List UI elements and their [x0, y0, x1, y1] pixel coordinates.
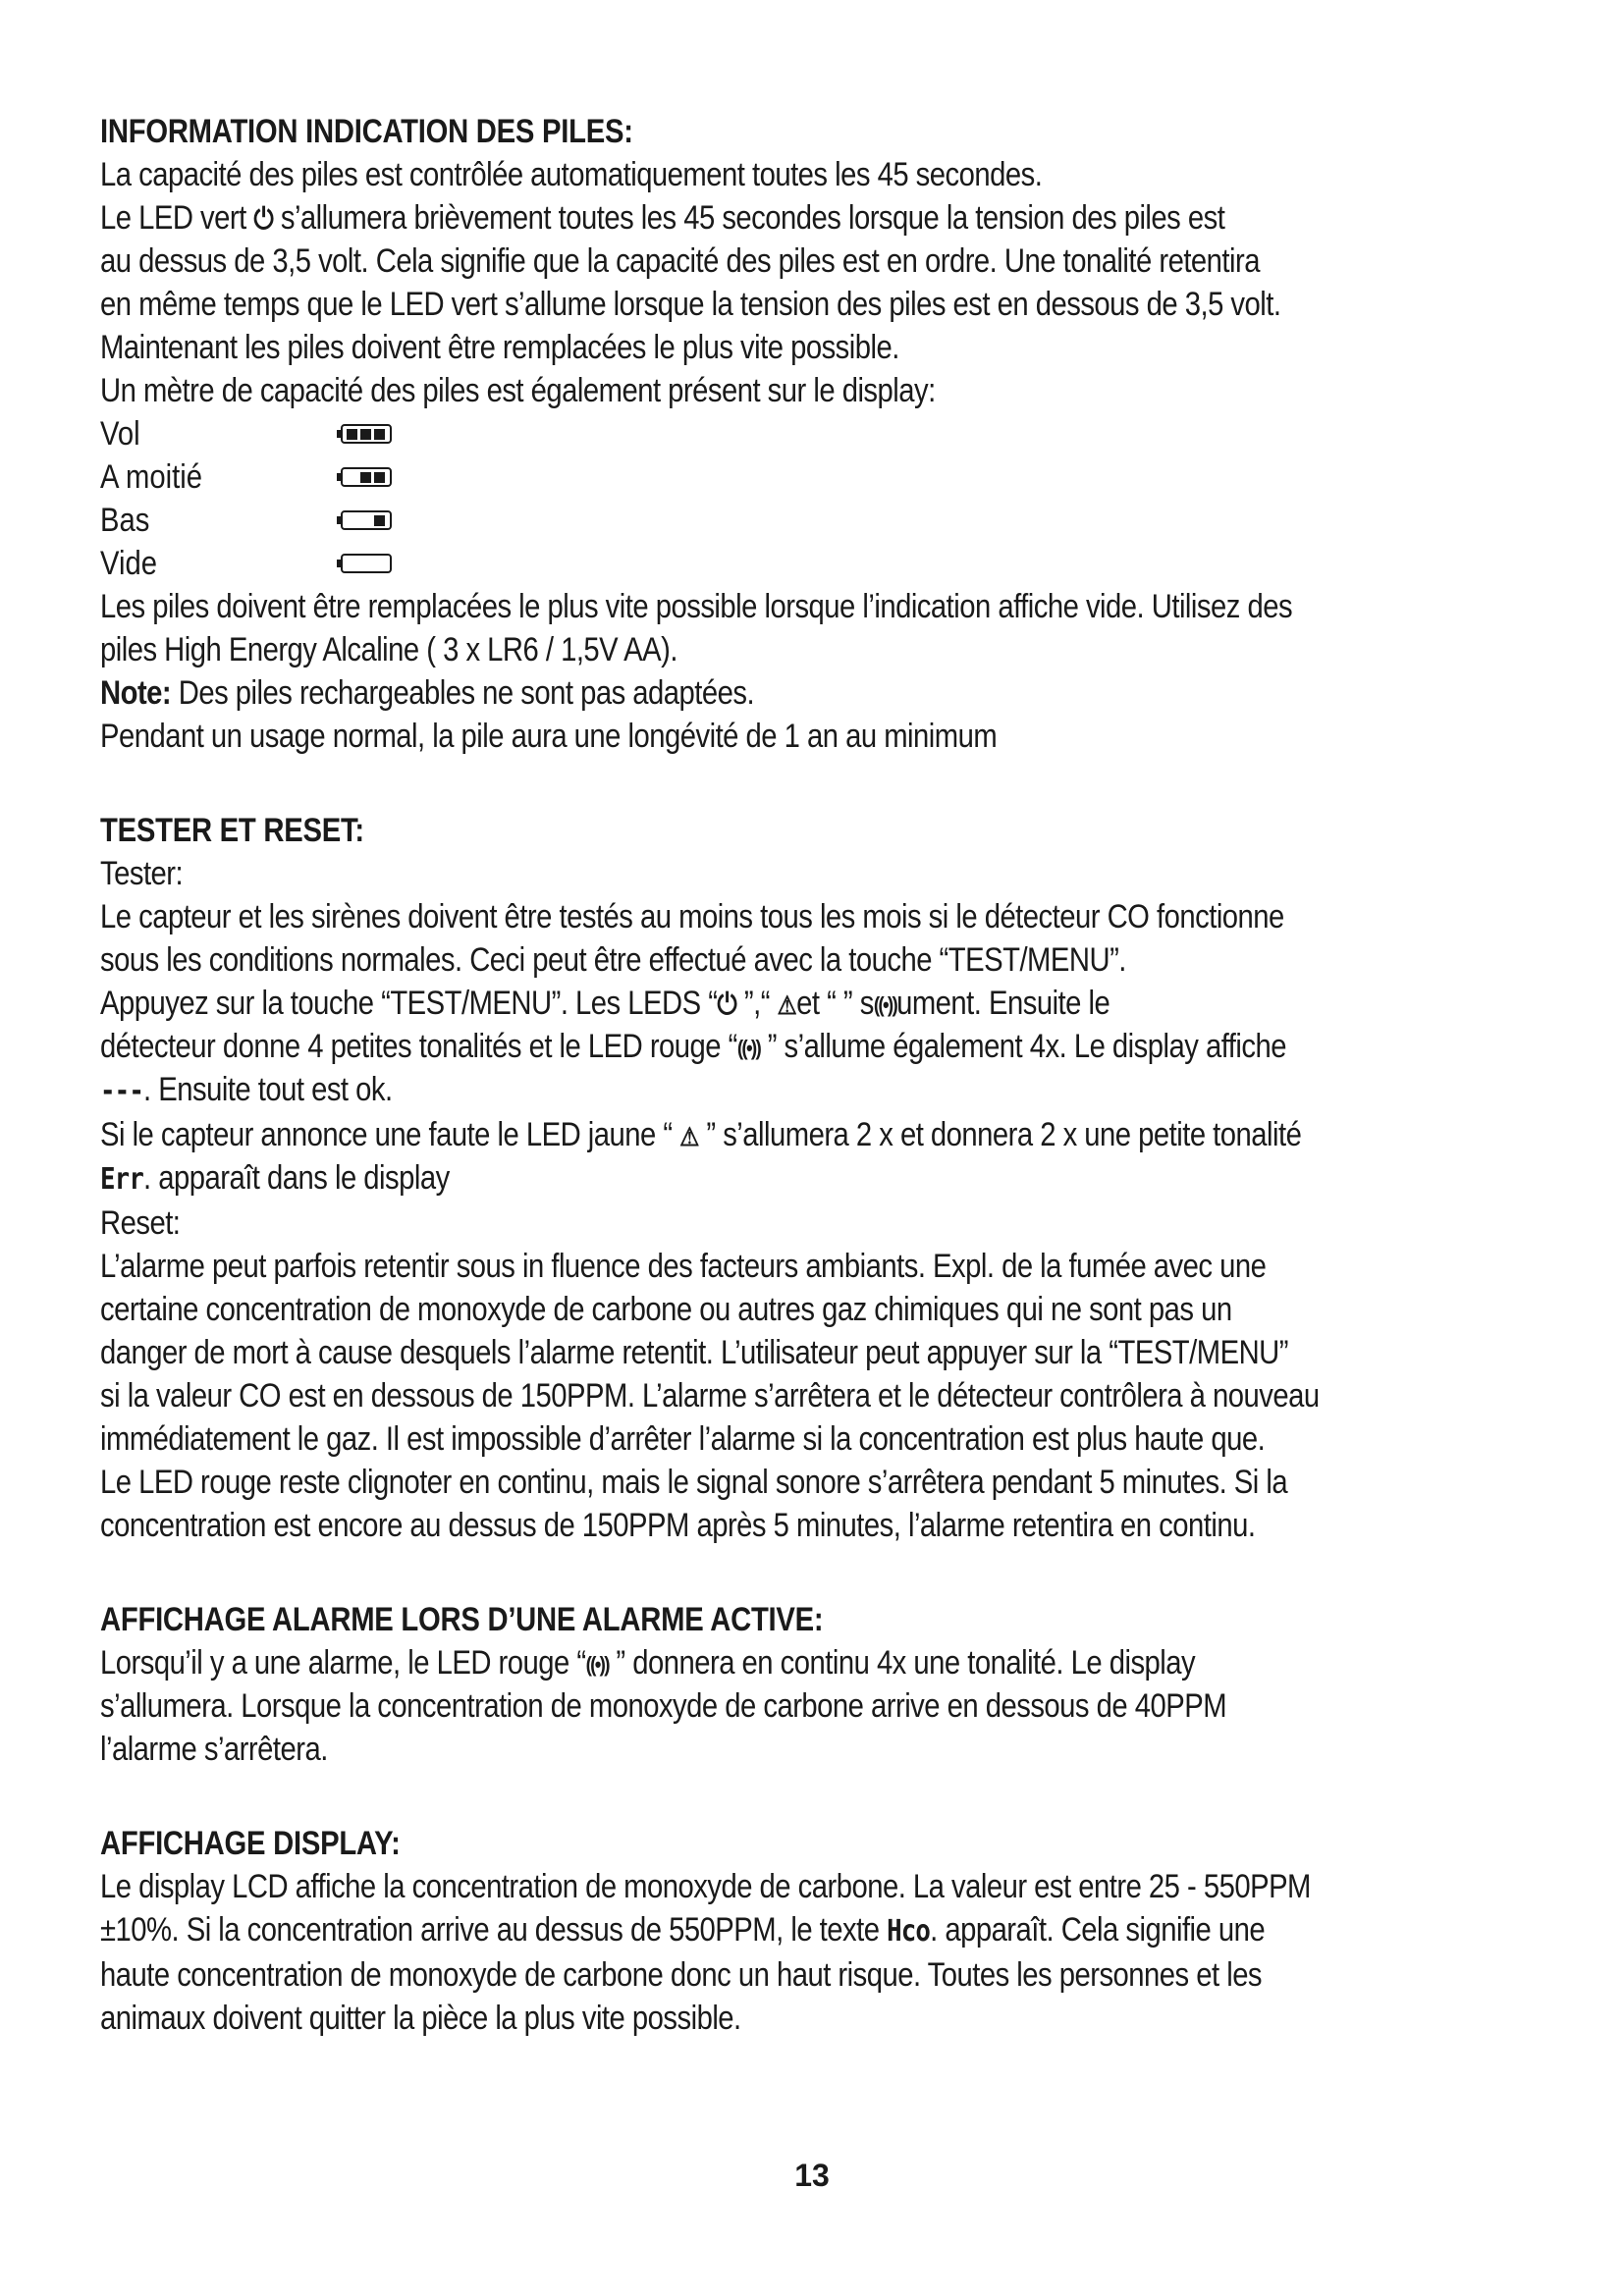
test-text-3: Appuyez sur la touche “TEST/MENU”. Les LEDS “⏻ ”,“ ⚠et “ ” s((•))ument. Ensuite le	[100, 985, 1110, 1022]
battery-level-row	[100, 455, 1534, 499]
test-section	[100, 809, 1534, 1547]
display-section	[100, 1822, 1534, 2040]
reset-text-4: si la valeur CO est en dessous de 150PPM. L’alarme s’arrêtera et le détecteur contrôlera à nouveau	[100, 1377, 1320, 1415]
battery-level-row	[100, 542, 1534, 585]
reset-text-1: L’alarme peut parfois retentir sous in fluence des facteurs ambiants. Expl. de la fumée avec une	[100, 1248, 1267, 1285]
alarm-led-icon: ((•))	[873, 992, 897, 1018]
battery-cell	[360, 559, 371, 569]
battery-text-3: au dessus de 3,5 volt. Cela signifie que la capacité des piles est en ordre. Une tonalité retentira	[100, 242, 1260, 280]
battery-icon	[341, 467, 392, 487]
battery-icon	[341, 554, 392, 573]
warning-icon: ⚠	[679, 1122, 699, 1152]
battery-cell	[360, 515, 371, 526]
battery-cell	[374, 429, 385, 440]
battery-cell	[360, 429, 371, 440]
display-heading: AFFICHAGE DISPLAY:	[100, 1825, 401, 1862]
lcd-dashes: ---	[100, 1074, 144, 1108]
display-text-4: animaux doivent quitter la pièce la plus vite possible.	[100, 2000, 741, 2037]
reset-text-2: certaine concentration de monoxyde de carbone ou autres gaz chimiques qui ne sont pas un	[100, 1291, 1232, 1328]
alarm-text-1: Lorsqu’il y a une alarme, le LED rouge “((•)) ” donnera en continu 4x une tonalité. Le display	[100, 1644, 1196, 1682]
test-text-7: Err. apparaît dans le display	[100, 1159, 450, 1197]
page-content	[100, 110, 1534, 2040]
battery-heading: INFORMATION INDICATION DES PILES:	[100, 113, 633, 150]
battery-cell	[347, 429, 357, 440]
reset-text-3: danger de mort à cause desquels l’alarme retentit. L’utilisateur peut appuyer sur la “TEST/MENU”	[100, 1334, 1289, 1371]
battery-level-label: Vide	[100, 545, 157, 582]
battery-icon	[341, 424, 392, 444]
battery-text-5: Maintenant les piles doivent être remplacées le plus vite possible.	[100, 329, 899, 366]
battery-icon	[341, 510, 392, 530]
battery-cell	[374, 559, 385, 569]
alarm-text-2: s’allumera. Lorsque la concentration de monoxyde de carbone arrive en dessous de 40PPM	[100, 1687, 1227, 1725]
alarm-section	[100, 1598, 1534, 1771]
battery-level-label: Vol	[100, 415, 140, 453]
lcd-err: Err	[100, 1162, 144, 1197]
battery-level-label: Bas	[100, 502, 150, 539]
battery-cell	[347, 515, 357, 526]
alarm-led-icon: ((•))	[736, 1036, 761, 1061]
battery-text-1: La capacité des piles est contrôlée automatiquement toutes les 45 secondes.	[100, 156, 1043, 193]
reset-text-5: immédiatement le gaz. Il est impossible d’arrêter l’alarme si la concentration est plus haute que.	[100, 1420, 1266, 1458]
power-icon: ⏻	[253, 203, 274, 237]
battery-cell	[374, 515, 385, 526]
page-number: 13	[794, 2158, 830, 2193]
battery-text-8: piles High Energy Alcaline ( 3 x LR6 / 1,5V AA).	[100, 631, 677, 668]
battery-cell	[347, 559, 357, 569]
reset-text-7: concentration est encore au dessus de 150PPM après 5 minutes, l’alarme retentira en continu.	[100, 1507, 1256, 1544]
battery-section	[100, 110, 1534, 758]
lcd-hco: Hco	[887, 1914, 931, 1949]
alarm-heading: AFFICHAGE ALARME LORS D’UNE ALARME ACTIVE:	[100, 1601, 824, 1638]
warning-icon: ⚠	[777, 990, 797, 1021]
display-text-2: ±10%. Si la concentration arrive au dessus de 550PPM, le texte Hco. apparaît. Cela signifie une	[100, 1911, 1266, 1949]
battery-note: Note: Des piles rechargeables ne sont pas adaptées.	[100, 674, 755, 712]
battery-text-9: Pendant un usage normal, la pile aura une longévité de 1 an au minimum	[100, 718, 998, 755]
battery-level-list	[100, 412, 1534, 585]
battery-text-4: en même temps que le LED vert s’allume lorsque la tension des piles est en dessous de 3,5 volt.	[100, 286, 1281, 323]
note-label: Note:	[100, 674, 172, 712]
test-text-5: ---. Ensuite tout est ok.	[100, 1071, 393, 1108]
display-text-1: Le display LCD affiche la concentration de monoxyde de carbone. La valeur est entre 25 - 550PPM	[100, 1868, 1311, 1905]
battery-cell	[360, 472, 371, 483]
battery-level-row	[100, 412, 1534, 455]
reset-subheading: Reset:	[100, 1204, 181, 1242]
battery-cell	[347, 472, 357, 483]
battery-level-row	[100, 499, 1534, 542]
test-text-2: sous les conditions normales. Ceci peut être effectué avec la touche “TEST/MENU”.	[100, 941, 1126, 979]
test-text-4: détecteur donne 4 petites tonalités et le LED rouge “((•)) ” s’allume également 4x. Le display affiche	[100, 1028, 1286, 1065]
display-text-3: haute concentration de monoxyde de carbone donc un haut risque. Toutes les personnes et les	[100, 1956, 1263, 1994]
tester-subheading: Tester:	[100, 855, 184, 892]
alarm-led-icon: ((•))	[585, 1652, 609, 1678]
battery-text-6: Un mètre de capacité des piles est également présent sur le display:	[100, 372, 936, 409]
power-icon: ⏻	[717, 988, 737, 1022]
battery-text-2: Le LED vert ⏻ s’allumera brièvement toutes les 45 secondes lorsque la tension des piles est	[100, 199, 1225, 237]
battery-cell	[374, 472, 385, 483]
test-heading: TESTER ET RESET:	[100, 812, 364, 849]
battery-level-label: A moitié	[100, 458, 203, 496]
alarm-text-3: l’alarme s’arrêtera.	[100, 1731, 328, 1768]
reset-text-6: Le LED rouge reste clignoter en continu, mais le signal sonore s’arrêtera pendant 5 minutes. Si la	[100, 1464, 1288, 1501]
test-text-1: Le capteur et les sirènes doivent être testés au moins tous les mois si le détecteur CO fonctionne	[100, 898, 1284, 935]
battery-text-7: Les piles doivent être remplacées le plus vite possible lorsque l’indication affiche vide. Utilisez des	[100, 588, 1293, 625]
test-text-6: Si le capteur annonce une faute le LED jaune “ ⚠ ” s’allumera 2 x et donnera 2 x une petite tonalité	[100, 1116, 1302, 1153]
